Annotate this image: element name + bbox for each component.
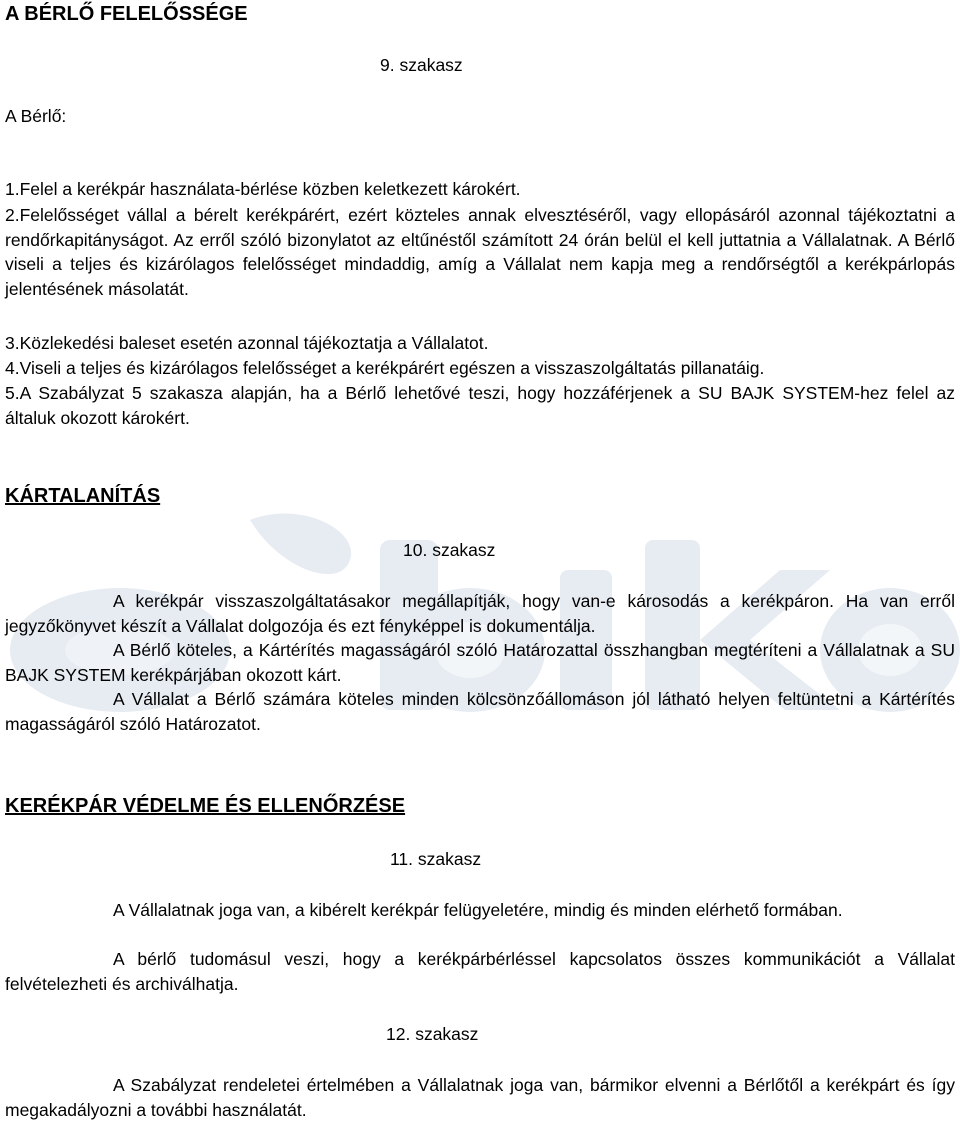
list-item-1: 1.Felel a kerékpár használata-bérlése közben keletkezett károkért. [5,179,521,199]
paragraph-number-11: 11. szakasz [390,849,482,869]
vedelem-paragraph-2: A bérlő tudomásul veszi, hogy a kerékpárbérléssel kapcsolatos összes kommunikációt a Vállalat felvételezheti és archiválhatja. [5,949,955,994]
section-title-kerekpar-vedelme: KERÉKPÁR VÉDELME ÉS ELLENŐRZÉSE [5,795,406,817]
intro-text: A Bérlő: [5,106,67,126]
paragraph-number-12: 12. szakasz [386,1024,479,1044]
paragraph-number-10: 10. szakasz [403,540,496,560]
list-item-4: 4.Viseli a teljes és kizárólagos felelősséget a kerékpárért egészen a visszaszolgáltatás pillanatáig. [5,358,765,378]
kartalanitas-paragraph-2: A Bérlő köteles, a Kártérítés magasságáról szóló Határozattal összhangban megtéríteni a Vállalatnak a SU BAJK SYSTEM kerékpárjában okozott kárt. [5,640,955,685]
vedelem-paragraph-1: A Vállalatnak joga van, a kibérelt kerékpár felügyeletére, mindig és minden elérhető formában. [113,900,843,920]
kartalanitas-paragraph-3: A Vállalat a Bérlő számára köteles minden kölcsönzőállomáson jól látható helyen feltüntetni a Kártérítés magasságáról szóló Határozatot. [5,689,955,734]
section-title-kartalanitas: KÁRTALANÍTÁS [5,485,161,507]
list-item-2: 2.Felelősséget vállal a bérelt kerékpárért, ezért közteles annak elvesztéséről, vagy ellopásáról azonnal tájékoztatni a rendőrkapitányságot. Az erről szóló bizonylatot az eltűnéstől számított 24 órán belül el kell juttatnia a Vállalatnak. A Bérlő viseli a teljes és kizárólagos felelősséget mindaddig, amíg a Vállalat nem kapja meg a rendőrségtől a kerékpárlopás jelentésének másolatát. [5,205,955,299]
list-item-5: 5.A Szabályzat 5 szakasza alapján, ha a Bérlő lehetővé teszi, hogy hozzáférjenek a SU BAJK SYSTEM-hez felel az általuk okozott károkért. [5,383,955,428]
szakasz-12-paragraph: A Szabályzat rendeletei értelmében a Vállalatnak joga van, bármikor elvenni a Bérlőtől a kerékpárt és így megakadályozni a további használatát. [5,1075,955,1120]
list-item-3: 3.Közlekedési baleset esetén azonnal tájékoztatja a Vállalatot. [5,333,489,353]
section-title-berlo-felelossege: A BÉRLŐ FELELŐSSÉGE [5,3,248,25]
paragraph-number-9: 9. szakasz [380,55,463,75]
kartalanitas-paragraph-1: A kerékpár visszaszolgáltatásakor megállapítják, hogy van-e károsodás a kerékpáron. Ha van erről jegyzőkönyvet készít a Vállalat dolgozója és ezt fényképpel is dokumentálja. [5,591,955,636]
